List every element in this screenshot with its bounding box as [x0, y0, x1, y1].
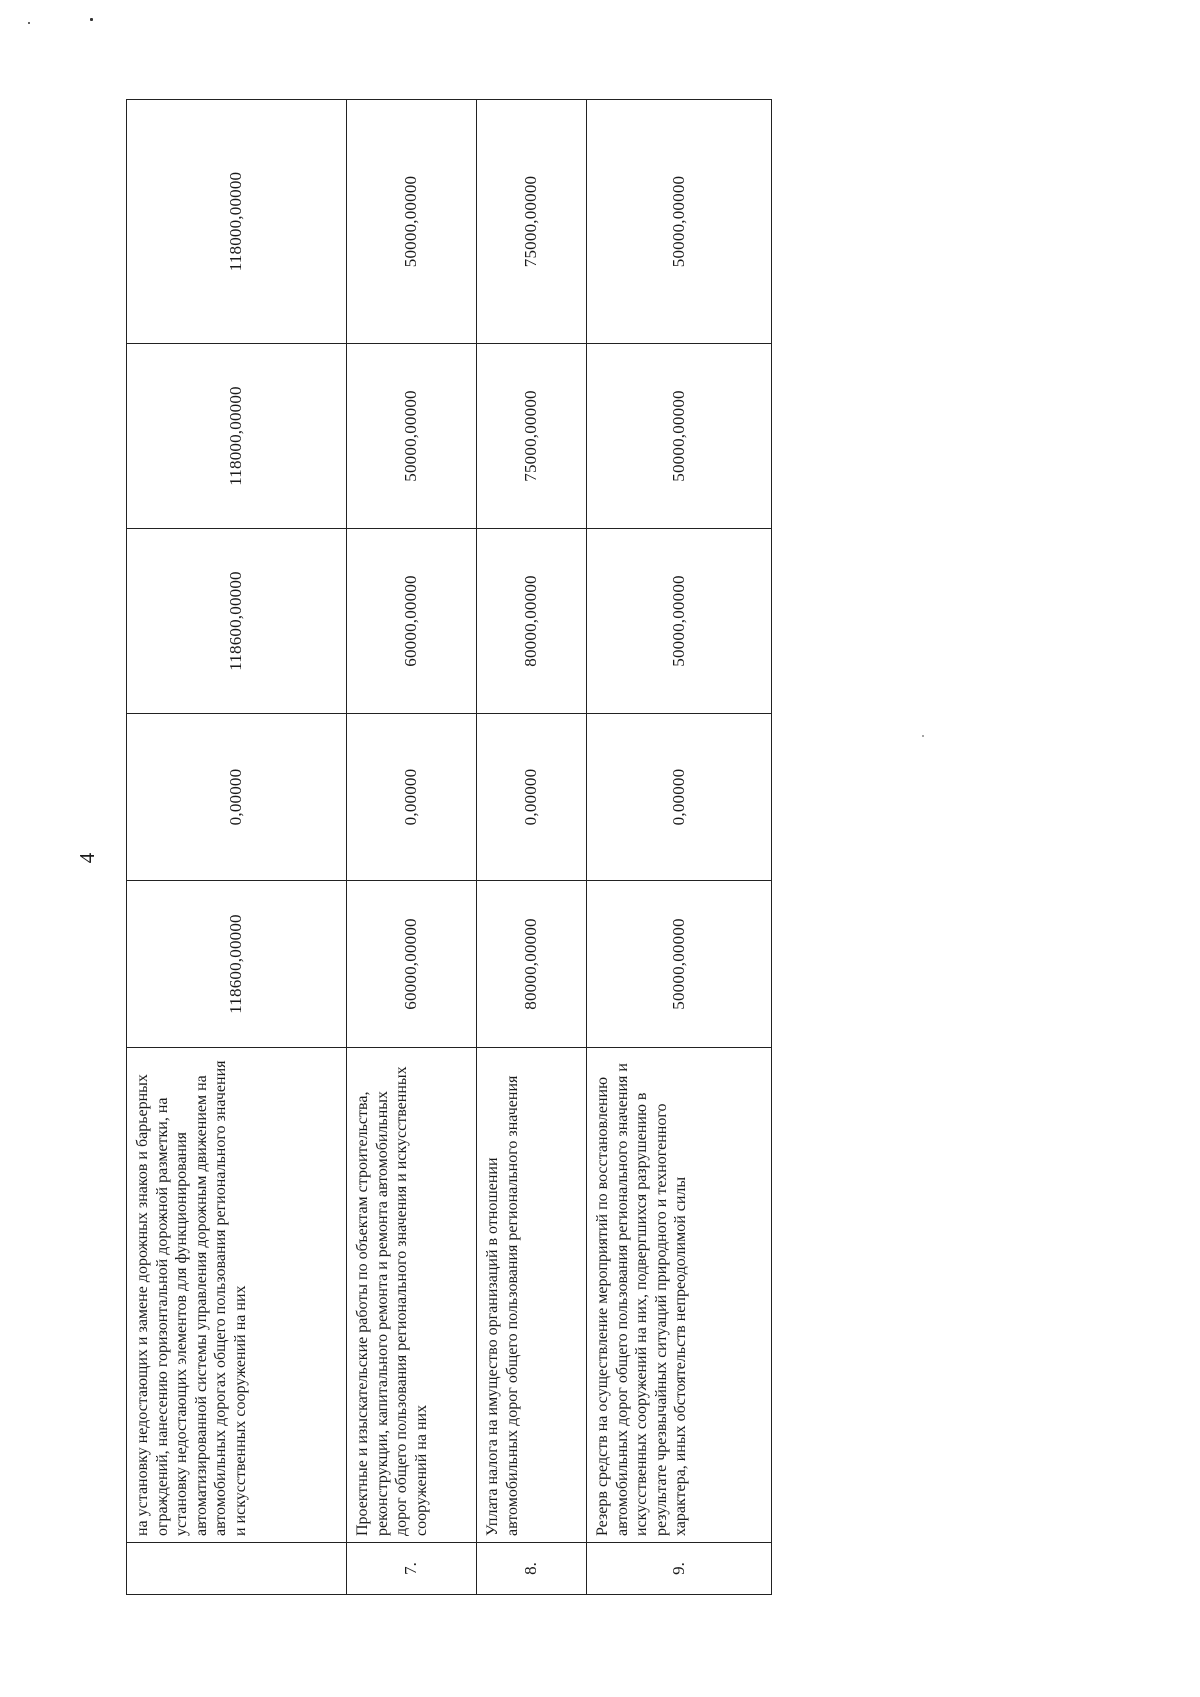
row-value-2: 0,00000 [127, 714, 347, 881]
row-value-2: 0,00000 [587, 714, 772, 881]
row-value-4: 50000,00000 [587, 344, 772, 529]
row-value-1: 50000,00000 [587, 881, 772, 1048]
row-value-3: 80000,00000 [477, 529, 587, 714]
row-value-5: 50000,00000 [347, 100, 477, 344]
page-number: 4 [75, 852, 99, 864]
row-value-4: 118000,00000 [127, 344, 347, 529]
row-value-3: 60000,00000 [347, 529, 477, 714]
row-value-1: 60000,00000 [347, 881, 477, 1048]
row-number [127, 1543, 347, 1595]
row-value-5: 118000,00000 [127, 100, 347, 344]
row-value-5: 75000,00000 [477, 100, 587, 344]
row-value-4: 75000,00000 [477, 344, 587, 529]
row-description: на установку недостающих и замене дорожных знаков и барьерных ограждений, нанесению горизонтальной дорожной разметки, на установку недостающих элементов для функционирования автоматизированной системы управления дорожным движением на автомобильных дорогах общего пользования регионального значения и искусственных сооружений на них [127, 1048, 347, 1543]
row-value-4: 50000,00000 [347, 344, 477, 529]
scan-speck [28, 22, 30, 24]
row-value-5: 50000,00000 [587, 100, 772, 344]
table-container [126, 100, 771, 1595]
row-value-3: 50000,00000 [587, 529, 772, 714]
row-value-2: 0,00000 [347, 714, 477, 881]
table-row [127, 100, 347, 1595]
row-description: Уплата налога на имущество организаций в отношении автомобильных дорог общего пользования регионального значения [477, 1048, 587, 1543]
budget-table [126, 99, 772, 1595]
row-number: 9. [587, 1543, 772, 1595]
row-description: Резерв средств на осуществление мероприятий по восстановлению автомобильных дорог общего пользования регионального значения и искусственных сооружений на них, подвергшихся разрушению в результате чрезвычайных ситуаций природного и техногенного характера, иных обстоятельств непреодолимой силы [587, 1048, 772, 1543]
table-row [347, 100, 477, 1595]
table-row [477, 100, 587, 1595]
row-value-2: 0,00000 [477, 714, 587, 881]
row-value-1: 118600,00000 [127, 881, 347, 1048]
row-description: Проектные и изыскательские работы по объектам строительства, реконструкции, капитального ремонта и ремонта автомобильных дорог общего пользования регионального значения и искусственных сооружений на них [347, 1048, 477, 1543]
scan-speck [90, 18, 93, 21]
row-value-1: 80000,00000 [477, 881, 587, 1048]
table-row [587, 100, 772, 1595]
row-number: 8. [477, 1543, 587, 1595]
row-number: 7. [347, 1543, 477, 1595]
row-value-3: 118600,00000 [127, 529, 347, 714]
scan-speck [922, 735, 924, 737]
